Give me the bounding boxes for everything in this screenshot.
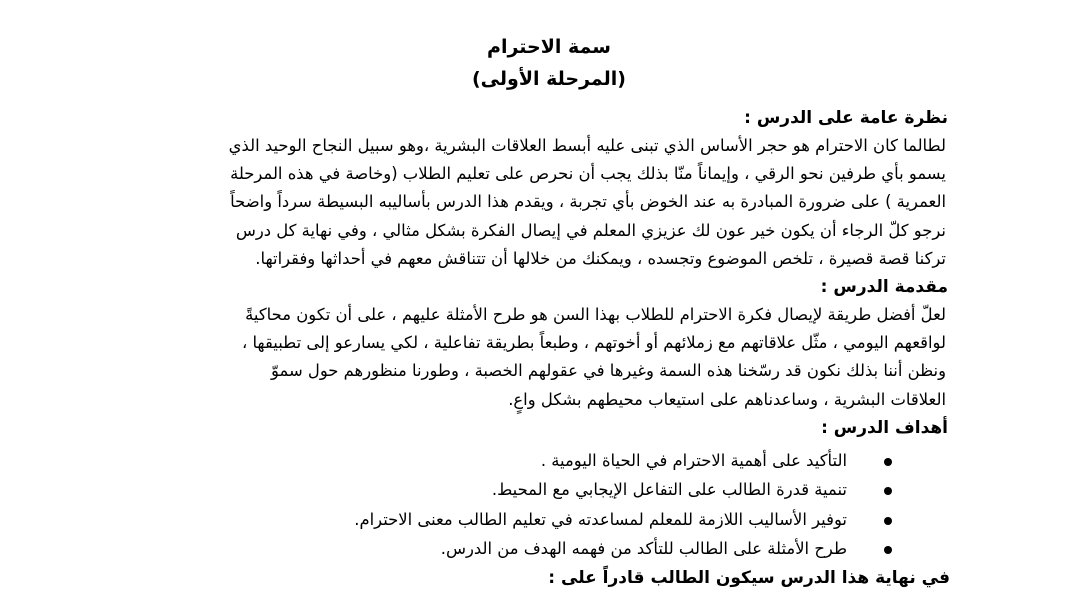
intro-line: ونظن أننا بذلك نكون قد رسّخنا هذه السمة وغيرها في عقولهم الخصبة ، وطورنا منظورهم حول سموّ (271, 361, 946, 381)
goal-text: توفير الأساليب اللازمة للمعلم لمساعدته في تعليم الطالب معنى الاحترام. (354, 509, 847, 529)
document-title: سمة الاحترام (487, 36, 611, 58)
document-subtitle: (المرحلة الأولى) (472, 68, 626, 90)
bullet-icon (884, 546, 892, 554)
overview-line: يسمو بأي طرفين نحو الرقي ، وإيماناً منّا بذلك يجب أن نحرص على تعليم الطلاب (وخاصة في هذه المرحلة (230, 164, 946, 184)
intro-heading: مقدمة الدرس : (820, 277, 948, 298)
goal-text: تنمية قدرة الطالب على التفاعل الإيجابي مع المحيط. (491, 480, 847, 500)
intro-line: العلاقات البشرية ، وساعدناهم على استيعاب محيطهم بشكل واعٍ. (508, 389, 946, 409)
bullet-icon (884, 487, 892, 495)
goal-item (148, 534, 950, 564)
goal-text: طرح الأمثلة على الطالب للتأكد من فهمه الهدف من الدرس. (440, 539, 847, 559)
overview-line: لطالما كان الاحترام هو حجر الأساس الذي تبنى عليه أبسط العلاقات البشرية ،وهو سبيل النجاح الوحيد الذي (228, 136, 946, 155)
overview-paragraph (148, 132, 950, 273)
goal-item (148, 475, 950, 505)
goals-heading: أهداف الدرس : (821, 417, 948, 438)
overview-line: تركنا قصة قصيرة ، تلخص الموضوع وتجسده ، ويمكنك من خلالها أن تتناقش معهم في أحداثها وفقراتها. (255, 248, 946, 268)
overview-line: العمرية ) على ضرورة المبادرة به عند الخوض بأي تجربة ، ويقدم هذا الدرس بأساليبه البسيطة سرداً واضحاً (230, 192, 946, 212)
overview-heading: نظرة عامة على الدرس : (744, 108, 948, 128)
bullet-icon (884, 517, 892, 525)
intro-line: لعلّ أفضل طريقة لإيصال فكرة الاحترام للطلاب بهذا السن هو طرح الأمثلة عليهم ، على أن تكون محاكيةً (245, 305, 946, 325)
outcomes-heading: في نهاية هذا الدرس سيكون الطالب قادراً على : (548, 567, 950, 588)
bullet-icon (884, 458, 892, 466)
goal-text: التأكيد على أهمية الاحترام في الحياة اليومية . (540, 450, 847, 470)
document-page (148, 0, 950, 608)
overview-line: نرجو كلّ الرجاء أن يكون خير عون لك عزيزي المعلم في إيصال الفكرة بشكل مثالي ، وفي نهاية كل درس (235, 220, 946, 240)
goals-list (148, 446, 950, 564)
goal-item (148, 446, 950, 476)
intro-paragraph (148, 301, 950, 414)
intro-line: لواقعهم اليومي ، مثّل علاقاتهم مع زملائهم أو أخوتهم ، وطبعاً بطريقة تفاعلية ، لكي يسارعو إلى تطبيقها ، (241, 333, 946, 353)
goal-item (148, 505, 950, 535)
